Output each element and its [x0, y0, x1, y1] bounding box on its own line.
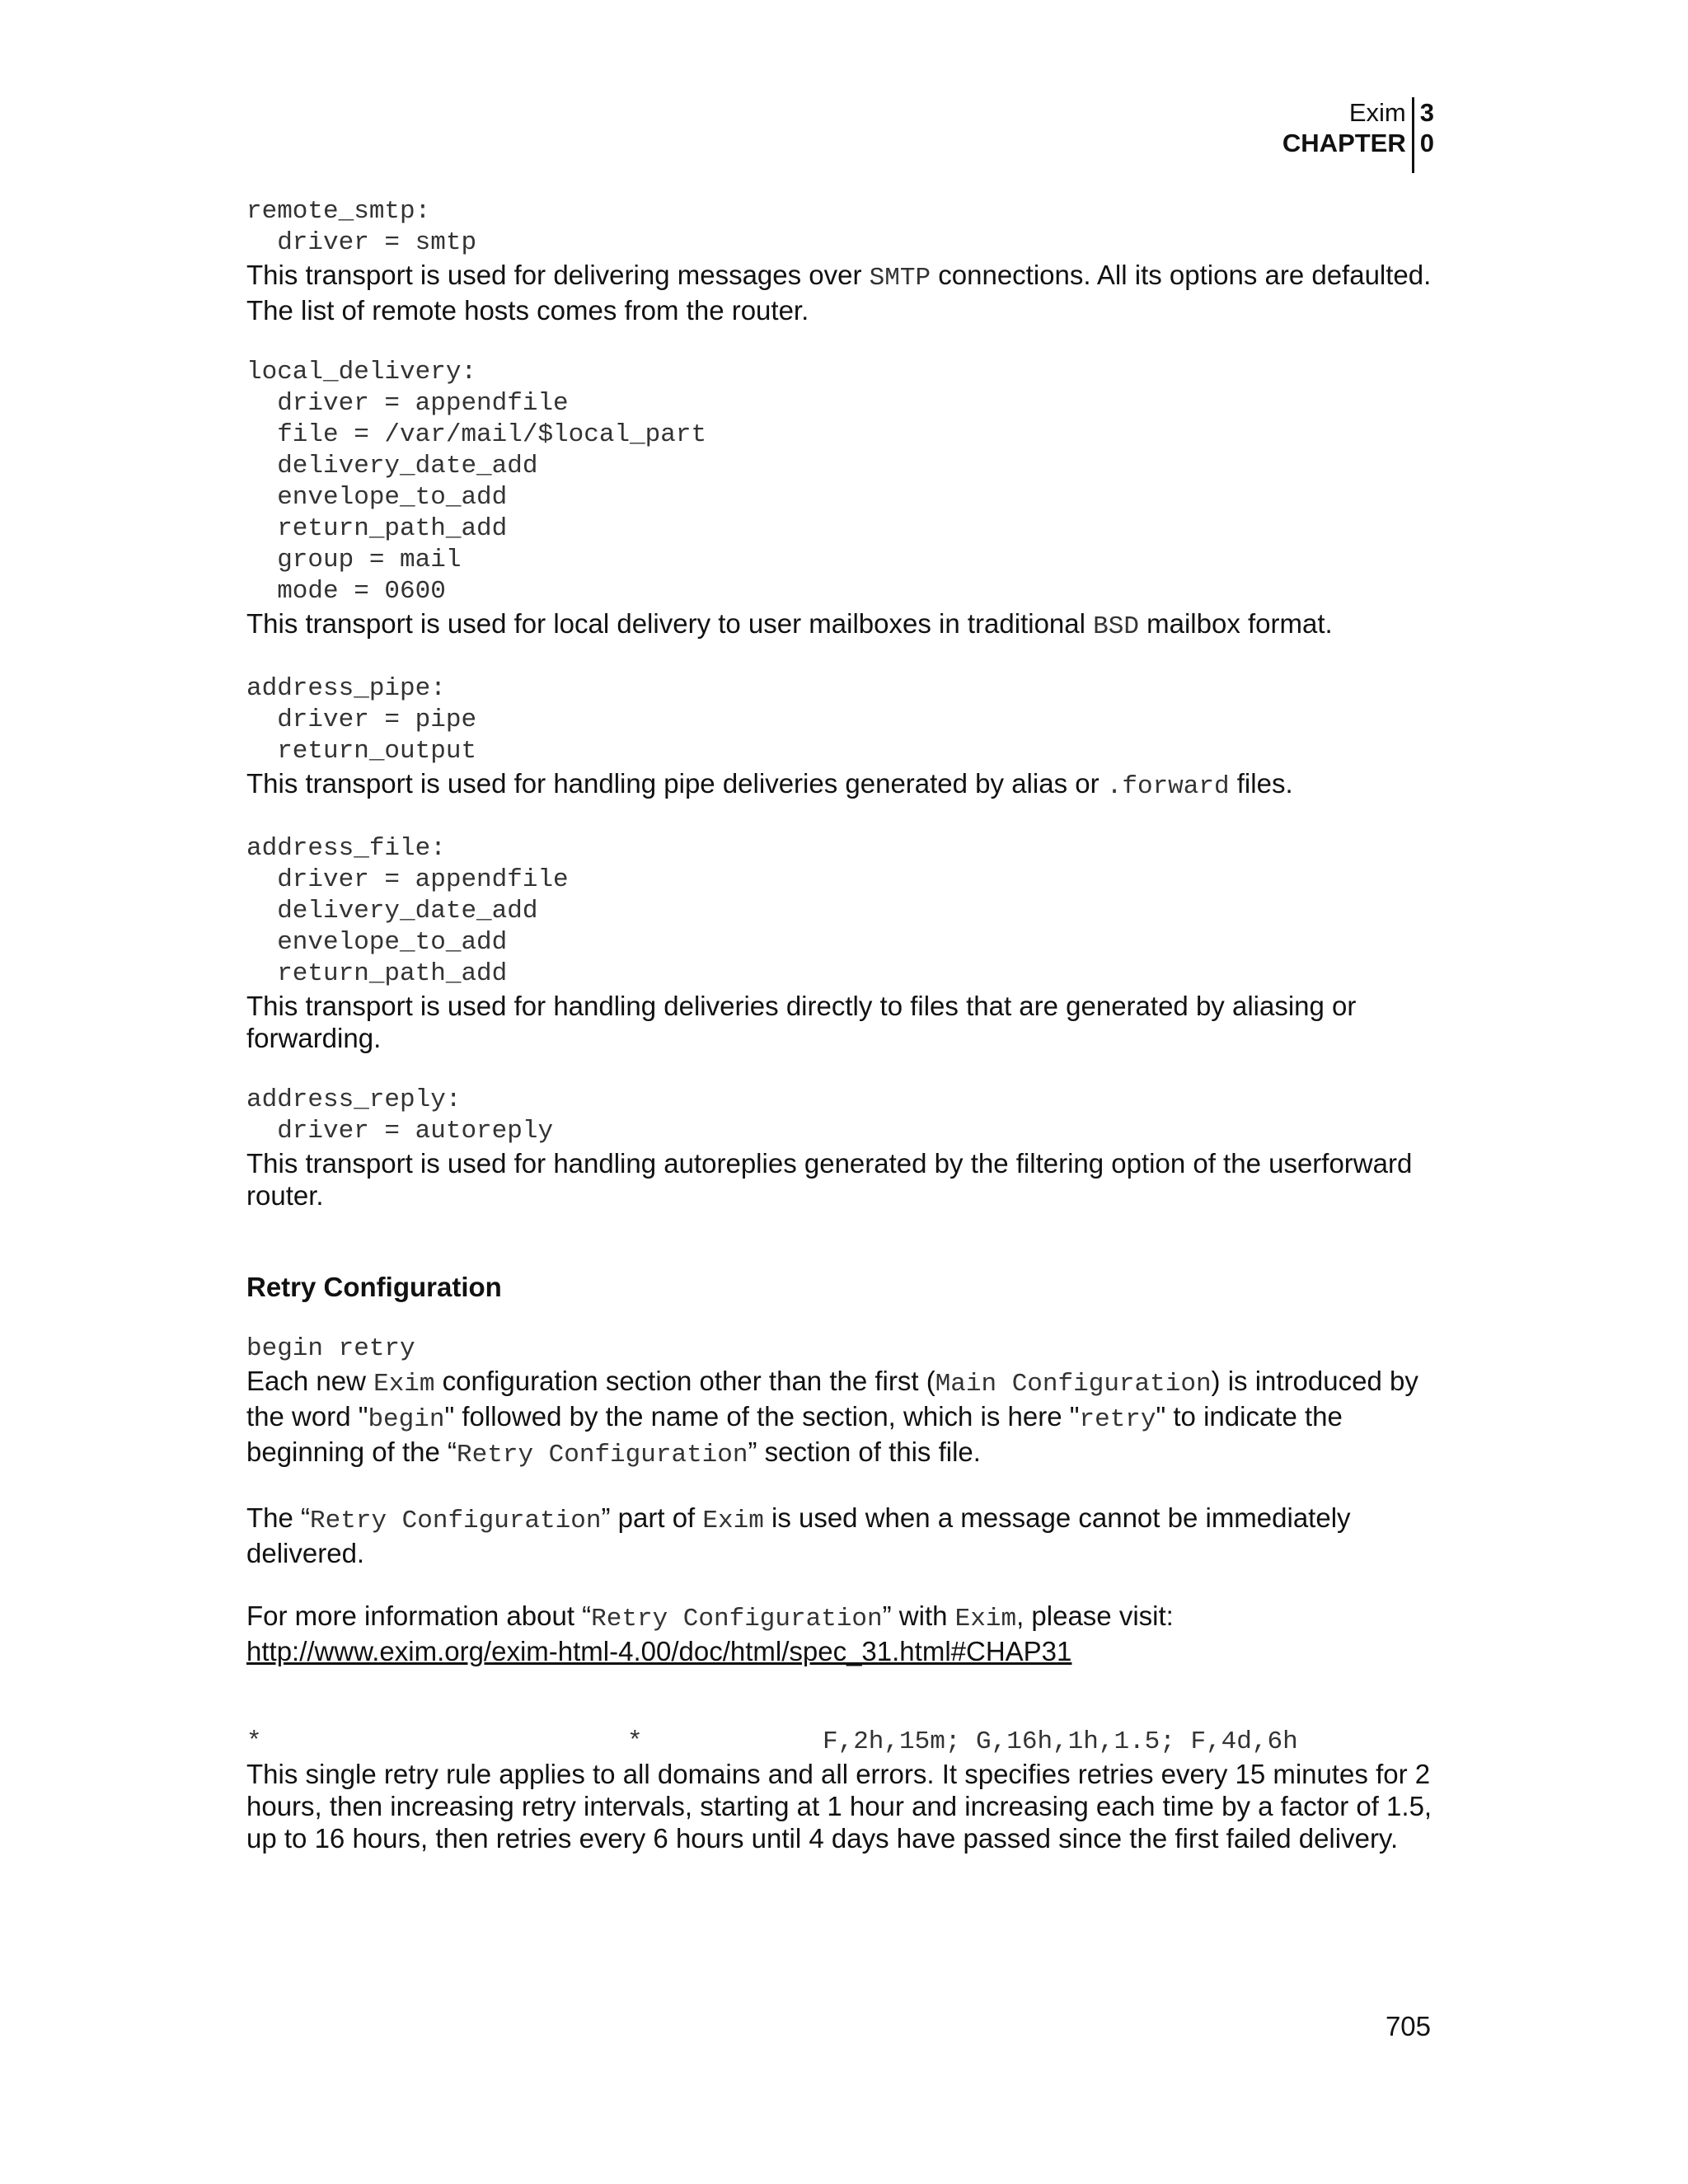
text: Each new: [246, 1366, 374, 1396]
section-heading-retry: Retry Configuration: [246, 1272, 502, 1302]
text: " followed by the name of the section, which is here ": [444, 1401, 1080, 1432]
inline-code: begin: [368, 1405, 445, 1434]
exim-docs-link[interactable]: http://www.exim.org/exim-html-4.00/doc/html/spec_31.html#CHAP31: [246, 1636, 1072, 1666]
inline-code: Main Configuration: [935, 1370, 1212, 1399]
code-address-reply: address_reply: driver = autoreply: [246, 1085, 554, 1146]
text: ” part of: [601, 1502, 703, 1533]
retry-rule-domain: *: [246, 1727, 262, 1756]
header-chapter-label: CHAPTER: [1282, 129, 1406, 157]
retry-rule-error: *: [627, 1727, 643, 1756]
running-header: [1282, 97, 1434, 173]
text: files.: [1229, 768, 1293, 799]
code-address-pipe: address_pipe: driver = pipe return_output: [246, 674, 477, 766]
paragraph-retry-more-info: [246, 1600, 1442, 1667]
text: , please visit:: [1016, 1601, 1174, 1631]
inline-code: Retry Configuration: [310, 1507, 602, 1535]
chapter-number-digit-2: 0: [1419, 129, 1434, 157]
retry-rule-line: [246, 1727, 1442, 1758]
inline-code: SMTP: [869, 264, 931, 293]
paragraph-address-file: This transport is used for handling deliveries directly to files that are generated by aliasing or forwarding.: [246, 991, 1357, 1053]
retry-rule-params: F,2h,15m; G,16h,1h,1.5; F,4d,6h: [823, 1727, 1298, 1756]
text: ) is introduced by the word ": [246, 1366, 1418, 1432]
chapter-number-digit-1: 3: [1419, 98, 1434, 127]
text: connections. All its options are defaulted. The list of remote hosts comes from the router.: [246, 260, 1432, 326]
text: is used when a message cannot be immediately delivered.: [246, 1502, 1351, 1568]
text: This transport is used for handling pipe deliveries generated by alias or: [246, 768, 1107, 799]
text: For more information about “: [246, 1601, 592, 1631]
inline-code: retry: [1079, 1405, 1156, 1434]
text: ” with: [882, 1601, 955, 1631]
inline-code: BSD: [1093, 612, 1139, 641]
paragraph-retry-intro: [246, 1365, 1442, 1471]
paragraph-remote-smtp: [246, 259, 1442, 326]
text: mailbox format.: [1138, 608, 1333, 639]
inline-code: Retry Configuration: [591, 1605, 883, 1633]
paragraph-local-delivery: [246, 607, 1442, 643]
inline-code: Retry Configuration: [457, 1441, 748, 1469]
header-app-name: Exim: [1348, 98, 1406, 127]
paragraph-address-reply: This transport is used for handling autoreplies generated by the filtering option of the userforward router.: [246, 1148, 1413, 1211]
header-labels: [1282, 97, 1412, 158]
inline-code: .forward: [1106, 772, 1230, 801]
inline-code: Exim: [954, 1605, 1017, 1633]
text: configuration section other than the first (: [434, 1366, 935, 1396]
text: " to indicate the beginning of the “: [246, 1401, 1343, 1467]
header-chapter-number: [1412, 97, 1434, 173]
page-content: [246, 196, 1442, 1854]
paragraph-address-pipe: [246, 767, 1442, 803]
code-address-file: address_file: driver = appendfile delivery_date_add envelope_to_add return_path_add: [246, 834, 569, 988]
inline-code: Exim: [702, 1507, 764, 1535]
page-number: 705: [1385, 2011, 1431, 2041]
code-local-delivery: local_delivery: driver = appendfile file = /var/mail/$local_part delivery_date_add envelope_to_add return_path_add group = mail mode = 0600: [246, 358, 707, 606]
paragraph-retry-usage: [246, 1502, 1442, 1569]
text: The “: [246, 1502, 311, 1533]
paragraph-retry-rule-explanation: This single retry rule applies to all domains and all errors. It specifies retries every 15 minutes for 2 hours, then increasing retry intervals, starting at 1 hour and increasing each time by a factor of 1.5, up to 16 hours, then retries every 6 hours until 4 days have passed since the first failed delivery.: [246, 1759, 1432, 1854]
text: ” section of this file.: [748, 1436, 981, 1467]
inline-code: Exim: [373, 1370, 435, 1399]
text: This transport is used for delivering messages over: [246, 260, 870, 290]
code-remote-smtp: remote_smtp: driver = smtp: [246, 197, 477, 257]
text: This transport is used for local delivery to user mailboxes in traditional: [246, 608, 1094, 639]
code-begin-retry: begin retry: [246, 1334, 415, 1363]
